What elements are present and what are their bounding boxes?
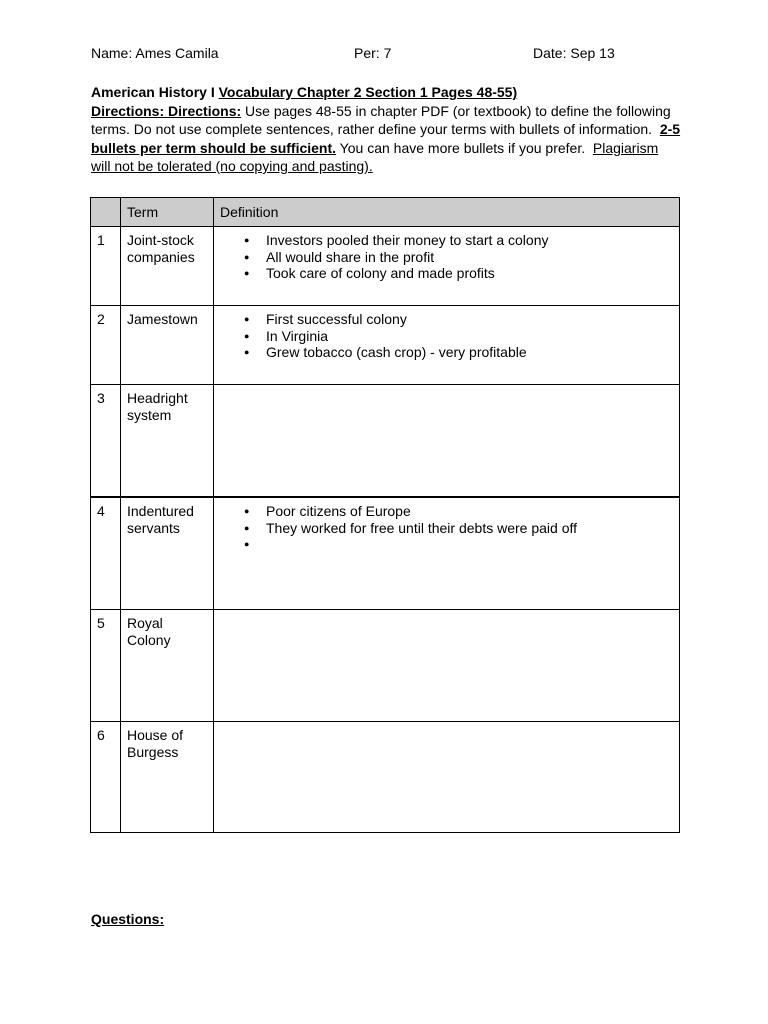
term-cell: Royal Colony [121,610,214,722]
row-number: 5 [91,610,121,722]
student-name: Name: Ames Camila [91,45,219,61]
definition-bullet: ● Took care of colony and made profits [266,265,673,282]
header-term: Term [121,198,214,227]
directions-text: Use pages 48-55 in chapter PDF (or textbook) to define the following terms. Do not use complete sentences, rather define your terms with bullets of information. [91,102,671,137]
row-number: 3 [91,385,121,498]
assignment-title-line [91,83,681,102]
definition-bullet: ● They worked for free until their debts were paid off [266,520,673,537]
definition-bullet: ● In Virginia [266,328,673,345]
table-row [91,385,680,498]
definition-cell[interactable] [214,722,680,833]
definition-bullet: ● Grew tobacco (cash crop) - very profitable [266,344,673,361]
row-number: 4 [91,497,121,610]
term-cell: Indentured servants [121,497,214,610]
header-line [0,45,768,65]
term-cell: House of Burgess [121,722,214,833]
definition-bullet: ● Poor citizens of Europe [266,503,673,520]
class-period: Per: 7 [354,45,392,61]
table-row [91,722,680,833]
definition-bullets [220,311,673,361]
assignment-title: Vocabulary Chapter 2 Section 1 Pages 48-55) [218,84,518,100]
term-cell: Joint-stock companies [121,227,214,306]
row-number: 6 [91,722,121,833]
definition-cell[interactable] [214,227,680,306]
definition-bullet-empty[interactable] [266,536,673,553]
definition-cell[interactable] [214,497,680,610]
questions-heading: Questions: [91,911,165,927]
definition-cell[interactable] [214,306,680,385]
row-number: 1 [91,227,121,306]
table-row [91,610,680,722]
assignment-intro [91,83,681,176]
assignment-date: Date: Sep 13 [533,45,615,61]
directions-text-2: You can have more bullets if you prefer. [336,139,586,156]
definition-cell[interactable] [214,385,680,498]
definition-cell[interactable] [214,610,680,722]
table-row [91,227,680,306]
term-cell: Jamestown [121,306,214,385]
directions-label: Directions: Directions: [91,102,242,119]
plagiarism-note: Plagiarism will not be tolerated (no copying and pasting). [91,139,659,174]
vocabulary-table [90,197,680,833]
table-row [91,497,680,610]
bullets-requirement: 2-5 bullets per term should be sufficient. [91,121,681,156]
header-definition: Definition [214,198,680,227]
header-number [91,198,121,227]
row-number: 2 [91,306,121,385]
directions-paragraph [91,102,681,176]
term-cell: Headright system [121,385,214,498]
table-row [91,306,680,385]
table-header-row [91,198,680,227]
definition-bullet: ● First successful colony [266,311,673,328]
definition-bullet: ● Investors pooled their money to start a colony [266,232,673,249]
definition-bullet: ● All would share in the profit [266,249,673,266]
course-name: American History I [91,84,215,100]
definition-bullets [220,503,673,553]
definition-bullets [220,232,673,282]
